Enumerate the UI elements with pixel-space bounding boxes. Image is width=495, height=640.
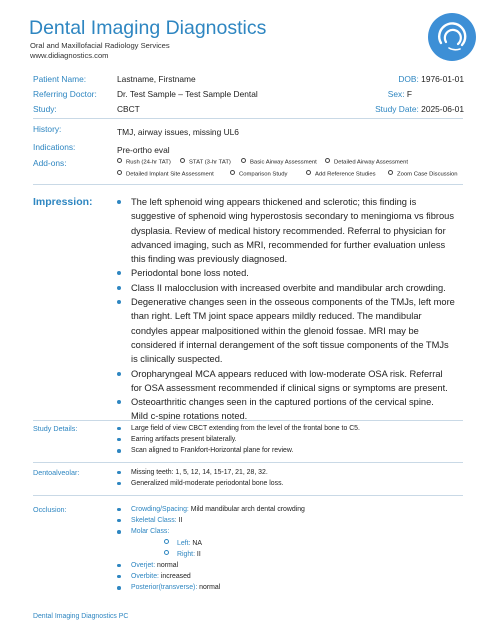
molar-right bbox=[164, 549, 201, 560]
divider bbox=[33, 462, 463, 463]
impression-text: advanced imaging, such as MRI, recommended for further evaluation unless bbox=[131, 239, 446, 250]
study-date-field bbox=[375, 104, 464, 114]
occlusion-key: Left: bbox=[177, 540, 191, 547]
dentoalveolar-label: Dentoalveolar: bbox=[33, 468, 80, 477]
list-item bbox=[117, 423, 360, 434]
occlusion-key: Overjet: bbox=[131, 562, 156, 569]
addon-label: Detailed Airway Assessment bbox=[334, 159, 408, 166]
impression-line bbox=[117, 309, 455, 323]
impression-text: Periodontal bone loss noted. bbox=[131, 268, 249, 279]
impression-line bbox=[117, 381, 455, 395]
impression-line bbox=[117, 409, 455, 423]
dob-value: 1976-01-01 bbox=[421, 74, 464, 84]
bullet-icon bbox=[117, 286, 121, 290]
occlusion-value: II bbox=[176, 517, 183, 525]
impression-line bbox=[117, 352, 455, 366]
radio-icon bbox=[241, 158, 246, 163]
impression-line bbox=[117, 195, 455, 209]
impression-text: is clinically suspected. bbox=[131, 354, 223, 365]
circle-bullet-icon bbox=[164, 539, 169, 544]
radio-icon bbox=[388, 170, 393, 175]
indications-value: Pre-ortho eval bbox=[117, 145, 170, 155]
divider bbox=[33, 495, 463, 496]
impression-label: Impression: bbox=[33, 196, 93, 208]
occlusion-value: NA bbox=[190, 540, 202, 547]
impression-line bbox=[117, 266, 455, 280]
list-item bbox=[117, 445, 360, 456]
radio-icon bbox=[230, 170, 235, 175]
impression-line bbox=[117, 367, 455, 381]
occlusion-value: increased bbox=[158, 573, 191, 581]
study-label: Study: bbox=[33, 104, 57, 114]
addon-reference[interactable] bbox=[306, 170, 376, 178]
occlusion-value: normal bbox=[155, 562, 179, 569]
company-name: Dental Imaging Diagnostics bbox=[29, 17, 267, 39]
bullet-icon bbox=[117, 471, 121, 475]
list-item bbox=[117, 467, 283, 478]
impression-text: dysplasia. Review of medical history recommended. Referral to physician for bbox=[131, 225, 446, 236]
impression-text: than right. Left TM joint space appears mildly reduced. The mandibular bbox=[131, 311, 422, 322]
divider bbox=[33, 420, 463, 421]
addon-label: Detailed Implant Site Assessment bbox=[126, 171, 214, 178]
addon-stat[interactable] bbox=[180, 158, 231, 166]
study-date-value: 2025-06-01 bbox=[421, 104, 464, 114]
bullet-icon bbox=[117, 449, 121, 453]
list-item bbox=[117, 560, 220, 571]
impression-line bbox=[117, 324, 455, 338]
occlusion-key: Molar Class: bbox=[131, 528, 170, 536]
bullet-icon bbox=[117, 575, 121, 579]
molar-left bbox=[164, 538, 202, 549]
impression-text: this finding was previously diagnosed. bbox=[131, 254, 288, 265]
indications-label: Indications: bbox=[33, 142, 76, 152]
list-item bbox=[117, 515, 305, 526]
impression-text: Mild c-spine rotations noted. bbox=[131, 411, 248, 422]
addon-label: STAT (3-hr TAT) bbox=[189, 159, 231, 166]
addon-label: Rush (24-hr TAT) bbox=[126, 159, 171, 166]
impression-line bbox=[117, 238, 455, 252]
company-tagline: Oral and Maxillofacial Radiology Services bbox=[30, 41, 170, 50]
impression-text: Degenerative changes seen in the osseous components of the TMJs, left more bbox=[131, 297, 455, 308]
sex-field bbox=[388, 89, 412, 99]
addon-label: Basic Airway Assessment bbox=[250, 159, 317, 166]
impression-text: considered if internal derangement of the soft tissue components of the TMJs bbox=[131, 339, 449, 350]
impression-text: suggestive of sphenoid wing hyperostosis secondary to meningioma vs fibrous bbox=[131, 211, 454, 222]
addon-rush[interactable] bbox=[117, 158, 171, 166]
occlusion-list bbox=[117, 504, 305, 538]
occlusion-key: Overbite: bbox=[131, 573, 159, 581]
impression-line bbox=[117, 252, 455, 266]
addon-implant-site[interactable] bbox=[117, 170, 214, 178]
occlusion-key: Posterior(transverse): bbox=[131, 584, 198, 592]
dob-field bbox=[398, 74, 464, 84]
sex-label: Sex: bbox=[387, 89, 405, 99]
occlusion-value: Mild mandibular arch dental crowding bbox=[188, 506, 305, 513]
impression-text: Osteoarthritic changes seen in the captured portions of the cervical spine. bbox=[131, 397, 434, 408]
addon-comparison[interactable] bbox=[230, 170, 287, 178]
bullet-icon bbox=[117, 564, 121, 568]
list-item-text: Scan aligned to Frankfort-Horizontal plane for review. bbox=[131, 447, 294, 455]
occlusion-value: normal bbox=[197, 584, 221, 592]
occlusion-label: Occlusion: bbox=[33, 505, 67, 514]
impression-line bbox=[117, 224, 455, 238]
impression-text: The left sphenoid wing appears thickened and sclerotic; this finding is bbox=[131, 197, 417, 207]
occlusion-key: Skeletal Class: bbox=[131, 517, 177, 525]
list-item bbox=[117, 478, 283, 489]
company-logo bbox=[427, 12, 477, 62]
referring-doctor: Dr. Test Sample – Test Sample Dental bbox=[117, 89, 258, 99]
bullet-icon bbox=[117, 519, 121, 523]
list-item bbox=[117, 504, 305, 515]
bullet-icon bbox=[117, 586, 121, 590]
study-details-list bbox=[117, 423, 360, 457]
bullet-icon bbox=[117, 438, 121, 442]
bullet-icon bbox=[117, 482, 121, 486]
impression-line bbox=[117, 209, 455, 223]
bullet-icon bbox=[117, 508, 121, 512]
dob-label: DOB: bbox=[398, 74, 419, 84]
occlusion-key: Crowding/Spacing: bbox=[131, 506, 189, 513]
list-item-text: Large field of view CBCT extending from the level of the frontal bone to C5. bbox=[131, 425, 360, 432]
bullet-icon bbox=[117, 427, 121, 431]
list-item bbox=[117, 526, 305, 537]
patient-name-label: Patient Name: bbox=[33, 74, 87, 84]
history-label: History: bbox=[33, 124, 62, 134]
bullet-icon bbox=[117, 200, 121, 204]
addon-label: Comparison Study bbox=[239, 171, 288, 178]
impression-line bbox=[117, 338, 455, 352]
radio-icon bbox=[117, 158, 122, 163]
addon-basic-airway[interactable] bbox=[241, 158, 317, 166]
history-value: TMJ, airway issues, missing UL6 bbox=[117, 127, 239, 137]
list-item bbox=[117, 434, 360, 445]
list-item bbox=[117, 582, 220, 593]
radio-icon bbox=[180, 158, 185, 163]
study-type: CBCT bbox=[117, 104, 140, 114]
addon-label: Add Reference Studies bbox=[315, 171, 376, 178]
impression-text: Class II malocclusion with increased overbite and mandibular arch crowding. bbox=[131, 282, 446, 293]
radio-icon bbox=[117, 170, 122, 175]
footer-text: Dental Imaging Diagnostics PC bbox=[33, 613, 129, 620]
divider bbox=[33, 184, 463, 185]
dentoalveolar-list bbox=[117, 467, 283, 489]
study-date-label: Study Date: bbox=[375, 104, 419, 114]
addons-label: Add-ons: bbox=[33, 158, 67, 168]
addon-label: Zoom Case Discussion bbox=[397, 171, 458, 178]
impression-text: for OSA assessment recommended if clinical signs or symptoms are present. bbox=[131, 382, 448, 393]
impression-line bbox=[117, 295, 455, 309]
impression-line bbox=[117, 281, 455, 295]
addon-zoom[interactable] bbox=[388, 170, 458, 178]
occlusion-list-continued bbox=[117, 560, 220, 594]
list-item bbox=[117, 571, 220, 582]
addon-detailed-airway[interactable] bbox=[325, 158, 408, 166]
referring-doctor-label: Referring Doctor: bbox=[33, 89, 97, 99]
bullet-icon bbox=[117, 372, 121, 376]
list-item-text: Generalized mild-moderate periodontal bone loss. bbox=[131, 480, 284, 488]
list-item-text: Earring artifacts present bilaterally. bbox=[131, 436, 237, 444]
impression-text: condyles appear malpositioned within the glenoid fossae. MRI may be bbox=[131, 325, 419, 336]
impression-list bbox=[117, 195, 455, 424]
study-details-label: Study Details: bbox=[33, 424, 78, 433]
circle-bullet-icon bbox=[164, 550, 169, 555]
divider bbox=[33, 118, 463, 119]
list-item-text: Missing teeth: 1, 5, 12, 14, 15-17, 21, 28, 32. bbox=[131, 469, 268, 476]
patient-name: Lastname, Firstname bbox=[117, 74, 196, 84]
radio-icon bbox=[306, 170, 311, 175]
sex-value: F bbox=[406, 89, 412, 99]
occlusion-key: Right: bbox=[177, 551, 196, 558]
bullet-icon bbox=[117, 300, 121, 304]
radio-icon bbox=[325, 158, 330, 163]
bullet-icon bbox=[117, 271, 121, 275]
impression-text: Oropharyngeal MCA appears reduced with low-moderate OSA risk. Referral bbox=[131, 368, 443, 379]
impression-line bbox=[117, 395, 455, 409]
occlusion-value: II bbox=[195, 551, 201, 558]
company-website: www.didiagnostics.com bbox=[30, 51, 109, 60]
bullet-icon bbox=[117, 400, 121, 404]
bullet-icon bbox=[117, 530, 121, 534]
